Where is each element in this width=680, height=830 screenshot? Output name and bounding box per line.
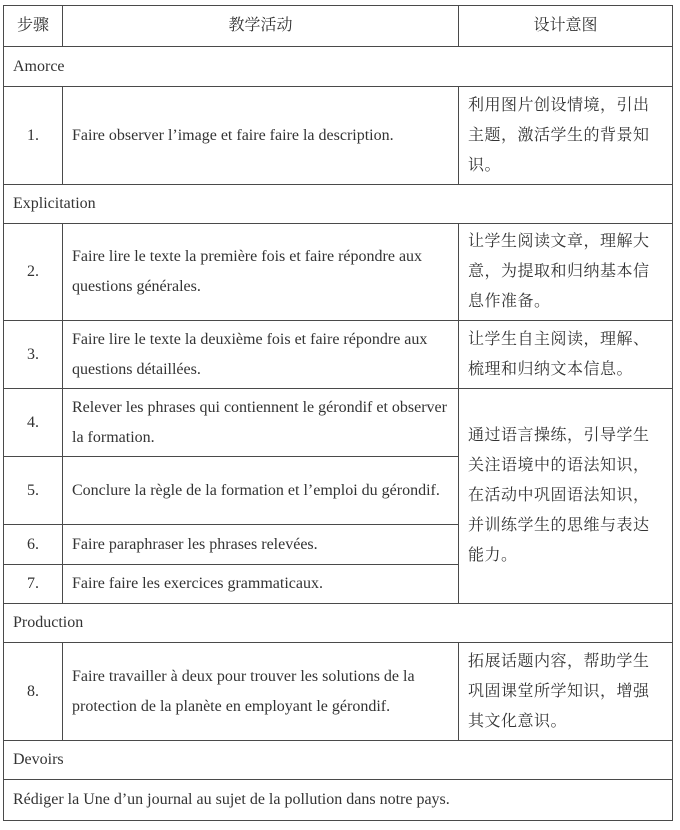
step-number-5: 5.	[4, 457, 63, 525]
step-number-4: 4.	[4, 389, 63, 457]
lesson-plan	[3, 5, 672, 821]
intent-4-7: 通过语言操练，引导学生关注语境中的语法知识，在活动中巩固语法知识，并训练学生的思维与表达能力。	[459, 389, 673, 604]
activity-3: Faire lire le texte la deuxième fois et faire répondre aux questions détaillées.	[63, 321, 459, 389]
homework-text: Rédiger la Une d’un journal au sujet de la pollution dans notre pays.	[4, 780, 673, 821]
table-row-2	[4, 224, 673, 321]
header-row	[4, 6, 673, 47]
table-row-3	[4, 321, 673, 389]
step-number-8: 8.	[4, 643, 63, 741]
table-row-8	[4, 643, 673, 741]
section-row-devoirs	[4, 741, 673, 780]
step-number-2: 2.	[4, 224, 63, 321]
activity-8: Faire travailler à deux pour trouver les solutions de la protection de la planète en employant le gérondif.	[63, 643, 459, 741]
intent-3: 让学生自主阅读，理解、梳理和归纳文本信息。	[459, 321, 673, 389]
activity-6: Faire paraphraser les phrases relevées.	[63, 525, 459, 565]
section-row-amorce	[4, 47, 673, 87]
section-row-production	[4, 604, 673, 643]
activity-7: Faire faire les exercices grammaticaux.	[63, 565, 459, 604]
step-number-1: 1.	[4, 87, 63, 185]
activity-4: Relever les phrases qui contiennent le gérondif et observer la formation.	[63, 389, 459, 457]
header-step: 步骤	[4, 6, 63, 47]
activity-1: Faire observer l’image et faire faire la description.	[63, 87, 459, 185]
homework-row	[4, 780, 673, 821]
step-number-6: 6.	[4, 525, 63, 565]
header-activity: 教学活动	[63, 6, 459, 47]
intent-8: 拓展话题内容，帮助学生巩固课堂所学知识，增强其文化意识。	[459, 643, 673, 741]
section-row-explicitation	[4, 185, 673, 224]
table-row-4	[4, 389, 673, 457]
activity-5: Conclure la règle de la formation et l’emploi du gérondif.	[63, 457, 459, 525]
step-number-3: 3.	[4, 321, 63, 389]
step-number-7: 7.	[4, 565, 63, 604]
table-row-1	[4, 87, 673, 185]
intent-1: 利用图片创设情境，引出主题，激活学生的背景知识。	[459, 87, 673, 185]
lesson-plan-table	[3, 5, 673, 821]
header-intent: 设计意图	[459, 6, 673, 47]
section-title-amorce: Amorce	[4, 47, 673, 87]
activity-2: Faire lire le texte la première fois et faire répondre aux questions générales.	[63, 224, 459, 321]
section-title-explicitation: Explicitation	[4, 185, 673, 224]
section-title-devoirs: Devoirs	[4, 741, 673, 780]
section-title-production: Production	[4, 604, 673, 643]
intent-2: 让学生阅读文章，理解大意，为提取和归纳基本信息作准备。	[459, 224, 673, 321]
